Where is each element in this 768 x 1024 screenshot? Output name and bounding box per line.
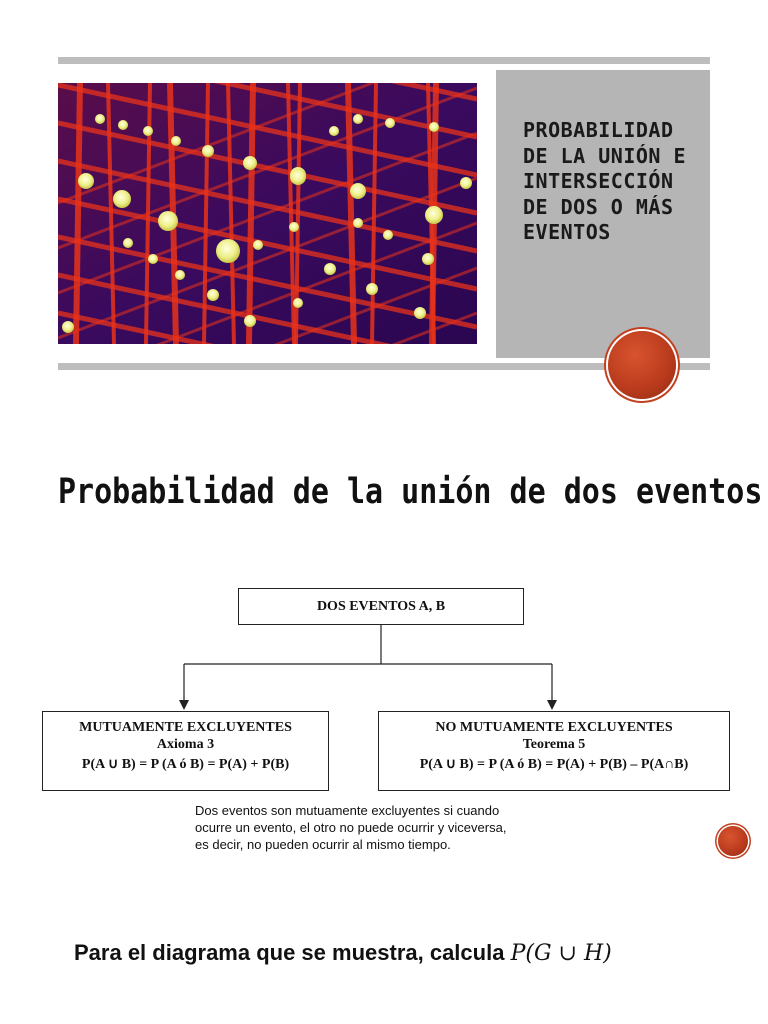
- lattice-node: [123, 238, 133, 248]
- lattice-node: [293, 298, 303, 308]
- not-mutually-exclusive-box: [378, 711, 730, 791]
- two-events-box: DOS EVENTOS A, B: [238, 588, 524, 625]
- lattice-node: [324, 263, 336, 275]
- lattice-node: [78, 173, 94, 189]
- grid-line: [76, 83, 80, 344]
- lattice-node: [113, 190, 131, 208]
- lattice-node: [329, 126, 339, 136]
- lattice-node: [366, 283, 378, 295]
- note-line: ocurre un evento, el otro no puede ocurrir y viceversa,: [195, 820, 507, 835]
- lattice-node: [118, 120, 128, 130]
- lattice-node: [350, 183, 366, 199]
- definition-note: [195, 802, 565, 853]
- lattice-node: [422, 253, 434, 265]
- lattice-node: [460, 177, 472, 189]
- lattice-image: [58, 83, 477, 344]
- lattice-node: [429, 122, 439, 132]
- note-line: Dos eventos son mutuamente excluyentes si cuando: [195, 803, 500, 818]
- lattice-node: [353, 114, 363, 124]
- lattice-node: [425, 206, 443, 224]
- question-formula: P(G ∪ H): [510, 941, 612, 966]
- title-slide: [0, 0, 768, 400]
- lattice-node: [216, 239, 240, 263]
- decorative-circle-icon: [608, 331, 676, 399]
- lattice-node: [171, 136, 181, 146]
- mutually-exclusive-box: [42, 711, 329, 791]
- title-panel: [496, 70, 710, 358]
- box-heading: NO MUTUAMENTE EXCLUYENTES: [435, 720, 673, 735]
- note-line: es decir, no pueden ocurrir al mismo tiempo.: [195, 837, 451, 852]
- lattice-node: [202, 145, 214, 157]
- slide-title: PROBABILIDAD DE LA UNIÓN E INTERSECCIÓN DE DOS O MÁS EVENTOS: [523, 118, 687, 244]
- box-subheading: Teorema 5: [522, 737, 586, 752]
- union-section-title: Probabilidad de la unión de dos eventos: [58, 472, 763, 513]
- lattice-node: [148, 254, 158, 264]
- lattice-graphic: [58, 83, 477, 344]
- lattice-node: [95, 114, 105, 124]
- lattice-node: [385, 118, 395, 128]
- box-heading: MUTUAMENTE EXCLUYENTES: [79, 720, 292, 735]
- box-formula: P(A ∪ B) = P (A ó B) = P(A) + P(B) – P(A∩B): [419, 757, 689, 772]
- lattice-node: [207, 289, 219, 301]
- exercise-question: [74, 940, 754, 966]
- arrow-down-icon: [179, 700, 189, 710]
- lattice-node: [62, 321, 74, 333]
- lattice-node: [158, 211, 178, 231]
- lattice-node: [353, 218, 363, 228]
- lattice-node: [383, 230, 393, 240]
- lattice-node: [243, 156, 257, 170]
- lattice-node: [289, 222, 299, 232]
- grid-line: [249, 83, 253, 344]
- lattice-node: [290, 169, 306, 185]
- lattice-node: [253, 240, 263, 250]
- lattice-node: [175, 270, 185, 280]
- top-rule: [58, 57, 710, 64]
- lattice-node: [414, 307, 426, 319]
- question-text: Para el diagrama que se muestra, calcula: [74, 940, 505, 965]
- lattice-node: [143, 126, 153, 136]
- box-formula: P(A ∪ B) = P (A ó B) = P(A) + P(B): [81, 757, 290, 772]
- box-subheading: Axioma 3: [156, 737, 215, 752]
- decorative-circle-icon: [718, 826, 748, 856]
- arrow-down-icon: [547, 700, 557, 710]
- lattice-node: [244, 315, 256, 327]
